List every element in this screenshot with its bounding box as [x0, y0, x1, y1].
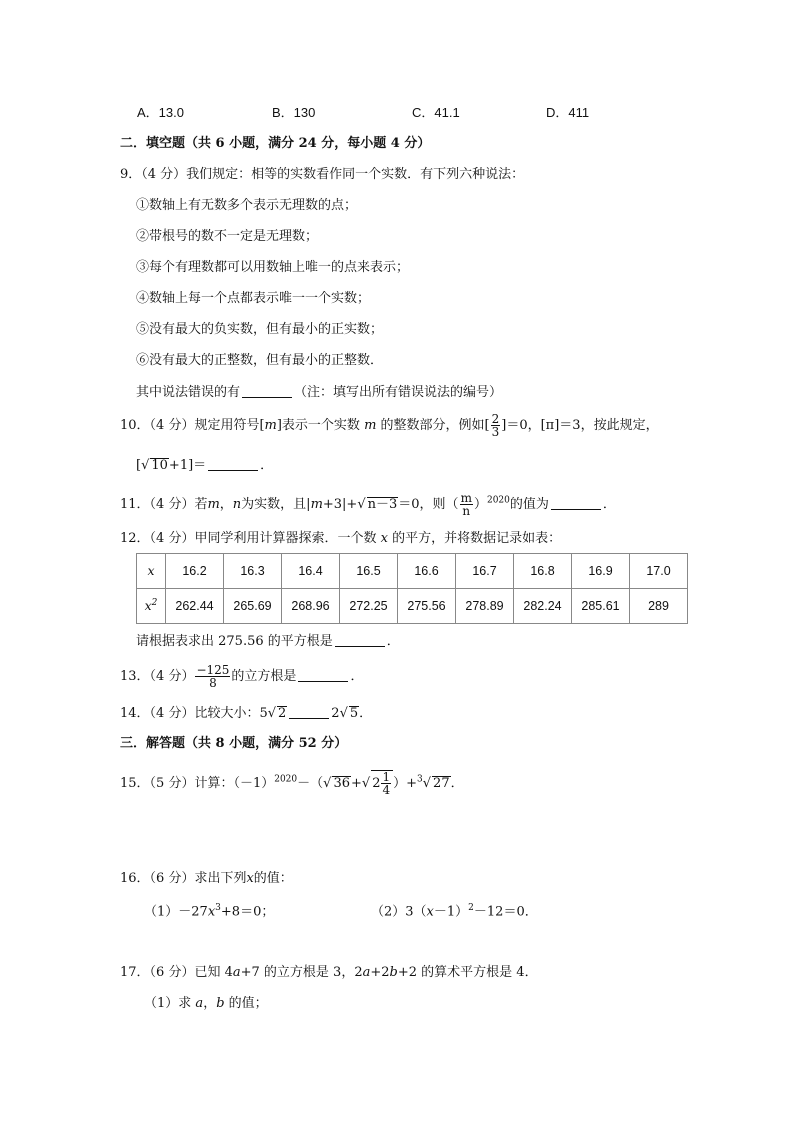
q17-mid3: +2 的算术平方根是 4． — [397, 965, 538, 980]
q12-suffix: 的平方，并将数据记录如表： — [392, 531, 562, 546]
q15-exponent: 2020 — [274, 774, 298, 785]
option-b: B．130 — [272, 105, 316, 120]
q15-mid2: ）+ — [393, 776, 418, 791]
table-cell: 265.69 — [224, 589, 282, 624]
table-cell: 16.2 — [166, 554, 224, 589]
q11-mid4: 的值为 — [509, 497, 549, 512]
q10-radicand: 10 — [151, 458, 168, 473]
fraction-numerator: −125 — [196, 663, 230, 677]
q11-var-n: n — [232, 497, 242, 512]
table-cell: 268.96 — [282, 589, 340, 624]
q16-p2-exponent: 2 — [468, 903, 474, 913]
q11-mid2: +3|+ — [322, 497, 358, 512]
q12-prefix: 12．（4 分）甲同学利用计算器探索．一个数 — [120, 531, 377, 546]
q16-p1-prefix: （1）－27 — [144, 904, 208, 920]
q16-p1-exponent: 3 — [215, 903, 221, 913]
q17-sub-comma: ， — [203, 996, 217, 1011]
q12-question-end: ． — [386, 634, 400, 649]
q13-suffix: 的立方根是 — [231, 669, 297, 684]
q15-mid1: －（ — [297, 776, 324, 791]
q11-stem — [120, 492, 616, 517]
answer-blank — [298, 669, 348, 682]
q9-item-3: ③每个有理数都可以用数轴上唯一的点来表示； — [136, 260, 410, 275]
q10-end: ． — [260, 458, 274, 473]
table-cell: 16.6 — [398, 554, 456, 589]
answer-blank — [208, 458, 258, 471]
q14-radicand-1: 2 — [278, 706, 287, 721]
q9-item-2: ②带根号的数不一定是无理数； — [136, 229, 319, 244]
q10-var: m — [264, 418, 277, 433]
q11-var-m: m — [207, 497, 220, 512]
fraction-numerator: 2 — [491, 412, 500, 426]
section-2-heading: 二．填空题（共 6 小题，满分 24 分，每小题 4 分） — [120, 136, 431, 151]
q13-end: ． — [350, 669, 364, 684]
q10-mid2: 的整数部分，例如[ — [380, 418, 490, 433]
answer-blank — [335, 634, 385, 647]
q15-stem — [120, 770, 464, 796]
q11-end: ． — [602, 497, 616, 512]
q17-sub-var-b: b — [216, 996, 225, 1011]
table-cell: 17.0 — [630, 554, 688, 589]
section-3-heading: 三．解答题（共 8 小题，满分 52 分） — [120, 736, 348, 751]
table-cell: 285.61 — [572, 589, 630, 624]
q11-close: ） — [473, 497, 487, 512]
q12-stem — [120, 532, 561, 545]
fraction-denominator: 8 — [209, 676, 217, 690]
q15-cube-index: 3 — [417, 774, 423, 785]
q10-fraction — [491, 413, 501, 438]
q11-mid1: 为实数，且| — [241, 497, 311, 512]
q11-exponent: 2020 — [486, 495, 510, 506]
q10-mid1: ]表示一个实数 — [276, 418, 360, 433]
q14-prefix: 14．（4 分）比较大小：5 — [120, 706, 268, 721]
q10-prefix: 10．（4 分）规定用符号[ — [120, 418, 265, 433]
q13-fraction — [195, 664, 230, 689]
sqrt-symbol: √ — [267, 706, 277, 721]
q16-p2-prefix: （2）3（ — [371, 904, 427, 920]
row-header-base: x — [144, 598, 152, 614]
q12-var: x — [380, 531, 388, 546]
q17-part-1 — [144, 997, 268, 1010]
table-cell: 16.8 — [514, 554, 572, 589]
q15-fraction — [381, 771, 391, 796]
q16-suffix: 的值： — [253, 871, 293, 886]
q17-sub-suffix: 的值； — [228, 996, 268, 1011]
q9-item-5: ⑤没有最大的负实数，但有最小的正实数； — [136, 322, 384, 337]
sqrt-symbol: √ — [339, 706, 348, 721]
q13-prefix: 13．（4 分） — [120, 669, 195, 684]
q13-stem — [120, 664, 363, 689]
q10-mid3: ]＝0，[π]＝3，按此规定， — [501, 418, 659, 433]
table-row — [137, 554, 688, 589]
table-cell: 16.7 — [456, 554, 514, 589]
q9-conclusion-prefix: 其中说法错误的有 — [136, 385, 241, 400]
q9-item-1: ①数轴上有无数多个表示无理数的点； — [136, 198, 358, 213]
q14-radicand-2: 5 — [349, 706, 359, 721]
q10-bracket: [ — [136, 458, 142, 473]
q11-mid3: ＝0，则（ — [398, 497, 459, 512]
sqrt-symbol: √ — [357, 497, 366, 512]
cbrt-symbol: √ — [422, 776, 432, 791]
q14-stem — [120, 706, 372, 720]
q10-expression — [136, 458, 273, 472]
q15-mixed-radicand — [371, 770, 393, 796]
q9-item-4: ④数轴上每一个点都表示唯一一个实数； — [136, 291, 371, 306]
q15-radicand-3: 27 — [433, 776, 450, 791]
q9-stem: 9．（4 分）我们规定：相等的实数看作同一个实数．有下列六种说法： — [120, 167, 525, 182]
row-header-x-squared — [137, 589, 166, 624]
q15-end: ． — [450, 776, 464, 791]
answer-blank — [242, 385, 292, 398]
q16-part-2 — [371, 904, 538, 918]
table-cell: 16.4 — [282, 554, 340, 589]
q16-p2-suffix: －12＝0． — [473, 904, 538, 920]
q15-radicand-1: 36 — [333, 776, 350, 791]
q17-prefix: 17．（6 分）已知 4 — [120, 965, 233, 980]
q11-fraction — [460, 492, 473, 517]
table-cell: 282.24 — [514, 589, 572, 624]
row-header-exponent: 2 — [151, 598, 158, 609]
q17-sub-var-a: a — [195, 996, 204, 1011]
sqrt-symbol: √ — [141, 458, 150, 473]
answer-blank — [551, 497, 601, 510]
table-cell: 262.44 — [166, 589, 224, 624]
q15-plus: + — [350, 776, 362, 791]
table-cell: 289 — [630, 589, 688, 624]
answer-blank — [289, 706, 329, 719]
table-cell: 16.3 — [224, 554, 282, 589]
q11-comma: ， — [219, 497, 233, 512]
q17-var-a: a — [362, 965, 371, 980]
q16-p1-var: x — [207, 904, 216, 920]
q17-stem — [120, 966, 538, 979]
q11-var-m: m — [310, 497, 323, 512]
q14-end: ． — [359, 706, 373, 721]
fraction-denominator: n — [462, 504, 471, 518]
q16-p1-suffix: +8＝0； — [220, 904, 275, 920]
option-c: C．41.1 — [412, 105, 460, 120]
q14-mid: 2 — [331, 706, 340, 721]
table-cell: 278.89 — [456, 589, 514, 624]
q10-rest: +1]＝ — [168, 458, 207, 473]
q9-conclusion-suffix: （注：填写出所有错误说法的编号） — [294, 385, 503, 400]
q16-prefix: 16．（6 分）求出下列 — [120, 871, 247, 886]
sqrt-symbol: √ — [361, 776, 371, 791]
q9-conclusion — [136, 385, 502, 399]
q9-item-6: ⑥没有最大的正整数，但有最小的正整数． — [136, 353, 384, 368]
q11-radicand: n－3 — [367, 497, 398, 512]
q16-p2-var: x — [426, 904, 434, 920]
table-cell: 272.25 — [340, 589, 398, 624]
q16-part-1 — [144, 904, 274, 918]
fraction-denominator: 3 — [491, 425, 500, 439]
sqrt-symbol: √ — [323, 776, 332, 791]
q17-mid1: +7 的立方根是 3，2 — [240, 965, 363, 980]
row-header-x: x — [137, 554, 166, 589]
q11-prefix: 11．（4 分）若 — [120, 497, 208, 512]
option-d: D．411 — [546, 105, 590, 120]
fraction-denominator: 4 — [382, 783, 391, 797]
q16-p2-mid: －1） — [433, 904, 469, 920]
fraction-numerator: m — [460, 491, 472, 505]
q16-stem — [120, 872, 293, 885]
q15-whole: 2 — [372, 776, 381, 791]
q16-var: x — [246, 871, 254, 886]
square-table — [136, 553, 688, 624]
table-cell: 16.9 — [572, 554, 630, 589]
q17-sub-prefix: （1）求 — [144, 996, 192, 1011]
table-cell: 275.56 — [398, 589, 456, 624]
q12-question-prefix: 请根据表求出 275.56 的平方根是 — [136, 634, 333, 649]
q17-mid2: +2 — [370, 965, 390, 980]
q10-stem — [120, 413, 659, 438]
q15-prefix: 15．（5 分）计算：（－1） — [120, 776, 275, 791]
fraction-numerator: 1 — [382, 770, 391, 784]
q17-var-b: b — [389, 965, 398, 980]
q17-var-a: a — [232, 965, 241, 980]
table-row — [137, 589, 688, 624]
option-a: A．13.0 — [137, 105, 184, 120]
q12-question — [136, 634, 400, 648]
table-cell: 16.5 — [340, 554, 398, 589]
q10-var: m — [364, 418, 377, 433]
